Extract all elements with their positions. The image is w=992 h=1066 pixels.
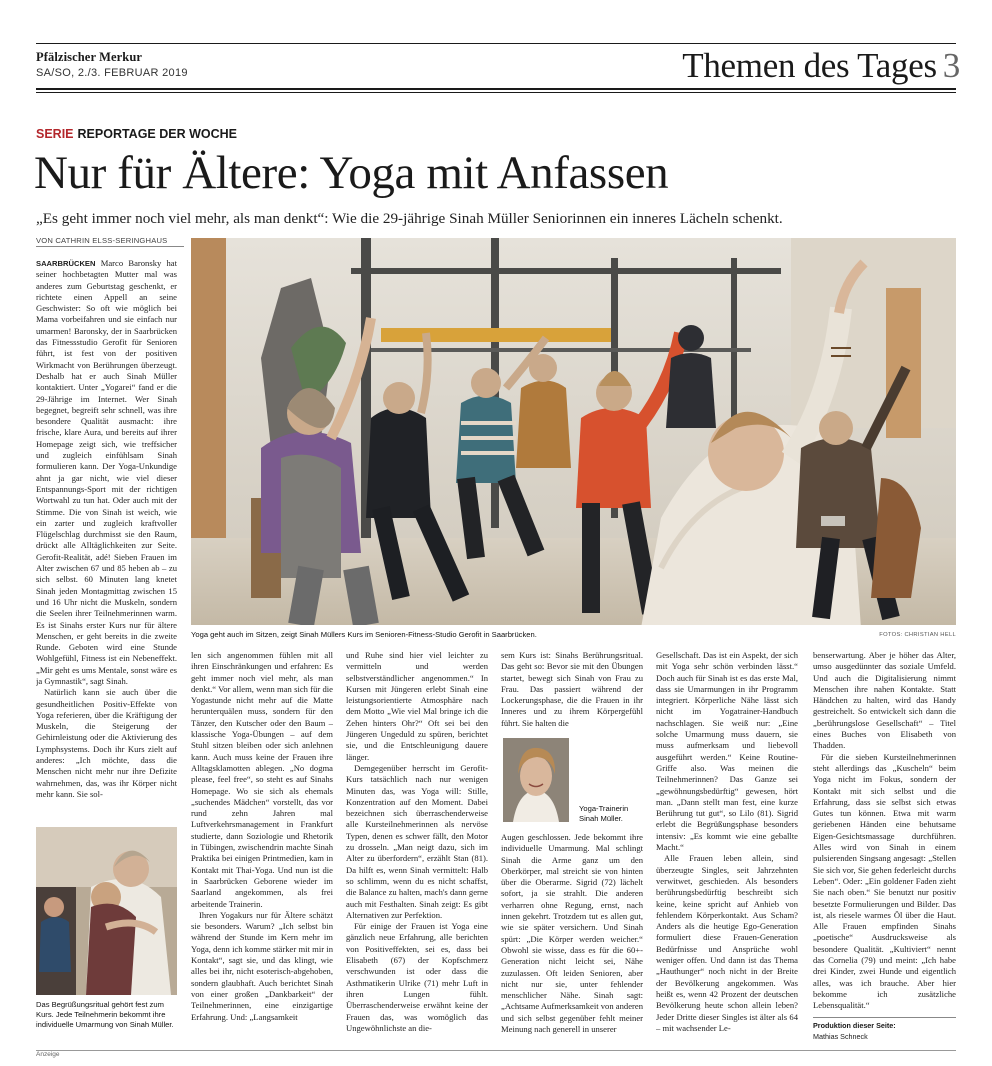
article-column-5 bbox=[656, 650, 798, 1038]
byline-rule bbox=[36, 246, 184, 247]
page-number: 3 bbox=[942, 46, 960, 85]
article-column-4-bottom bbox=[501, 832, 643, 1038]
main-photo-caption: Yoga geht auch im Sitzen, zeigt Sinah Müllers Kurs im Senioren-Fitness-Studio Gerofit in Saarbrücken. bbox=[191, 630, 537, 639]
headline: Nur für Ältere: Yoga mit Anfassen bbox=[34, 147, 669, 199]
article-paragraph: len sich angenommen fühlen mit all ihren Einschränkungen und erfahren: Es geht immer noch viel mehr, als man denkt.“ Vor allem, wenn man sich für die Yogastunde nicht mehr auf die Matte herunterquälen muss, sondern für den Tänzer, den Kutscher oder den Baum – klassische Yoga-Übungen – auf dem Stuhl sitzen bleiben oder sich anlehnen kann. Auch muss keine der Frauen ihre Alltagsklamotten ablegen. „No dogma please, feel free“, so steht es auf Sinahs Homepage. Wo sie sich als ehemals „suchendes Mädchen“ vorstellt, das vor rund zehn Jahren mal Luftverkehrsmanagement in Frankfurt studierte, dann Soziologie und Rhetorik in Tübingen, zwischendrin machte Sinah Praktika bei einigen Printmedien, kam in Kontakt mit Thai-Yoga. Und nun ist die in Saarbrücken Geborene wieder im Saarland angekommen, als frei arbeitende Trainerin. bbox=[191, 650, 333, 909]
top-rule bbox=[36, 43, 956, 44]
article-paragraph: benserwartung. Aber je höher das Alter, umso ausgedünnter das soziale Umfeld. Und auch die Digitalisierung nimmt Menschen ihre nahen Kontakte. Statt Händchen zu halten, wird das Handy gestreichelt. So entwickelt sich dann die „berührungslose Gesellschaft“ – Titel eines Buches von Elisabeth von Thadden. bbox=[813, 650, 956, 751]
subheadline: „Es geht immer noch viel mehr, als man denkt“: Wie die 29-jährige Sinah Müller Seniorinnen ein inneres Lächeln schenkt. bbox=[36, 210, 783, 227]
masthead-rule bbox=[36, 88, 956, 90]
portrait-photo bbox=[503, 738, 569, 822]
issue-date: SA/SO, 2./3. FEBRUAR 2019 bbox=[36, 67, 188, 79]
section-name: Themen des Tages bbox=[682, 46, 937, 85]
article-paragraph: Augen geschlossen. Jede bekommt ihre individuelle Umarmung. Mal schlingt Sinah die Arme ganz um den Oberkörper, mal streicht sie von hinten über die Oberarme. Sigrid (72) lächelt sofort, ja sie strahlt. Die anderen verharren ohne Regung, ernst, nach innen gekehrt. Trotzdem tut es allen gut, wie sie später versichern. Und Sinah spürt: „Die Körper werden weicher.“ Obwohl sie wisse, dass es für die 60+-Generation nicht leicht sei, Nähe zuzulassen. Oft leiden Senioren, aber nicht nur sie, unter fehlender menschlicher Nähe. Sinah sagt: „Achtsame Aufmerksamkeit von anderen und sich selbst gegenüber fehlt meiner Meinung nach generell in unserer bbox=[501, 832, 643, 1035]
hug-photo-caption: Das Begrüßungsritual gehört fest zum Kurs. Jede Teilnehmerin bekommt ihre individuelle Umarmung von Sinah Müller. bbox=[36, 1000, 174, 1029]
article-column-2 bbox=[191, 650, 333, 1038]
newspaper-name: Pfälzischer Merkur bbox=[36, 50, 143, 64]
production-rule bbox=[813, 1017, 956, 1018]
article-column-3 bbox=[346, 650, 488, 1038]
article-paragraph: Ihren Yogakurs nur für Ältere schätzt sie besonders. Warum? „Ich selbst bin während der Stunde im Kern mehr im Yoga, denn ich komme stärker mit mir in Kontakt“, sagt sie, und das klingt, wie alles bei ihr, nicht esoterisch-abgehoben, sondern glaubhaft. Auch berichtet Sinah von einer großen „Dankbarkeit“ der Teilnehmerinnen, eine einzigartige Erfahrung. Und: „Langsamkeit bbox=[191, 909, 333, 1022]
dateline: SAARBRÜCKEN bbox=[36, 259, 96, 268]
kicker bbox=[36, 127, 237, 141]
main-photo bbox=[191, 238, 956, 625]
production-name: Mathias Schneck bbox=[813, 1032, 868, 1041]
article-paragraph: Für einige der Frauen ist Yoga eine gänzlich neue Erfahrung, alle berichten von Positiveffekten, sei es, dass bei Elisabeth (67) der Kopfschmerz verschwunden ist oder dass die Asthmatikerin Ulrike (71) mehr Luft in ihren Lungen fühlt. Überraschenderweise erwähnt keine der Frauen das, was womöglich das Ungewöhnlichste an die- bbox=[346, 921, 488, 1033]
article-paragraph: Alle Frauen leben allein, sind überzeugte Singles, seit Jahrzehnten verwitwet, geschieden. Als besonders berührungsbedürftig beschreibt sich keine, keine spricht auf Anhieb von fehlendem Körperkontakt. Aus Scham? Anders als die heutige Ego-Generation formuliert diese Frauen-Generation Bedürfnisse und Ansprüche wohl weniger offen. Und dann ist das Thema „Hauthunger“ noch nicht in der Breite der Bevölkerung angekommen. Was heißt es, wenn 42 Prozent der deutschen Bevölkerung heute schon allein leben? Jeder Dritte dieser Singles ist älter als 64 – mit wachsender Le- bbox=[656, 853, 798, 1033]
ad-label: Anzeige bbox=[36, 1051, 60, 1058]
article-column-4-top bbox=[501, 650, 643, 728]
kicker-serie: SERIE bbox=[36, 127, 74, 141]
trainer-portrait-illustration bbox=[503, 738, 569, 822]
article-column-1 bbox=[36, 258, 177, 808]
byline: VON CATHRIN ELSS-SERINGHAUS bbox=[36, 236, 168, 245]
kicker-label: REPORTAGE DER WOCHE bbox=[77, 127, 238, 141]
portrait-caption: Yoga-Trainerin Sinah Müller. bbox=[579, 804, 629, 823]
yoga-class-illustration bbox=[191, 238, 956, 625]
hug-photo bbox=[36, 827, 177, 995]
article-column-6 bbox=[813, 650, 956, 1015]
article-paragraph: Für die sieben Kursteilnehmerinnen steht allerdings das „Kuscheln“ beim Yoga nicht im Fokus, sondern der Kontakt mit sich selbst und die Erfahrung, dass sie selbst sich etwas Gutes tun können. Etwa mit warm geriebenen Händen eine behutsame Eigen-Gesichtsmassage durchführen. Alles wird von Sinah in einem pulsierenden Singsang angesagt: „Stellen Sie sich vor, Sie gehen federleicht durchs Leben“. Oder: „Ein goldener Faden zieht Sie nach oben.“ Sie benutzt nur positiv besetzte Formulierungen und Bilder. Das ist, als riesele warmes Öl über die Haut. Alle Frauen empfinden Sinahs „poetische“ Ausdrucksweise als besondere Qualität. „Kultiviert“ nennt das Cornelia (79) und meint: „Ich habe drei Kinder, zwei Hunde und eigentlich alles, was ich brauche. Aber hier bekomme ich zusätzliche Lebensqualität.“ bbox=[813, 751, 956, 1011]
article-paragraph: Natürlich kann sie auch über die gesundheitlichen Positiv-Effekte von Yoga referieren, über die Kräftigung der Muskeln, die Steigerung der Gehirnleistung oder die Aktivierung des Lymphsystems. Doch ihr Kurs zielt auf anderes: „Ich möchte, dass die Menschen nicht mehr nur ihre Defizite wahrnehmen, das, was ihr Körper nicht mehr kann. Sie sol- bbox=[36, 687, 177, 799]
article-paragraph: Gesellschaft. Das ist ein Aspekt, der sich mit Yoga sehr schön verbinden lässt.“ Doch auch für Sinah ist es das erste Mal, dass sie Umarmungen in ihr Programm integriert. Körperliche Nähe lässt sich nicht im Yogatrainer-Handbuch nachschlagen. Sie weiß nur: „Eine solche Umarmung muss dauern, sie muss aufmerksam und liebevoll ausgeführt werden.“ Keine Routine-Griffe also. Was meinen die Teilnehmerinnen? Das Ganze sei „gewöhnungsbedürftig“ gewesen, hört man. „Dann stellt man fest, eine kurze Berührung tut gut“, so Lilo (81). Sigrid erlebt die Begrüßungsphase besonders intensiv: „Es kommt wie eine geballte Macht.“ bbox=[656, 650, 798, 853]
production-label: Produktion dieser Seite: bbox=[813, 1021, 896, 1030]
section-title bbox=[682, 46, 960, 86]
article-lead-paragraph bbox=[36, 258, 177, 687]
masthead-rule-thin bbox=[36, 92, 956, 93]
lead-text: Marco Baronsky hat seiner hochbetagten Mutter mal was anderes zum Geburtstag geschenkt, er richtete einen Appell an seine Geschwister: So oft wie möglich bei Mama vorbeifahren und sie einfach nur umarmen! Baronsky, der in Saarbrücken das Fitnessstudio Gerofit für Senioren führt, ist fest von der positiven Wirkmacht von Berührungen überzeugt. Deshalb hat er auch Sinah Müller kontaktiert. Unter „Yogarei“ fand er die 29-Jährige im Internet. Wer Sinah begegnet, begreift sehr schnell, was ihre besondere Qualität ausmacht: ihre frische, klare Aura, und bereits auf ihrer Homepage zeigt sich, wie treffsicher und zugleich einfühlsam Sinah formulieren kann. Der Yoga-Unkundige ahnt ja gar nicht, wie viel dieser Entspannungs-Sport mit der richtigen Wortwahl zu tun hat. Oder auch mit der Stimme. Die von Sinah ist weich, wie ein zarter und zugleich kraftvoller Flügelschlag durchmisst sie den Raum, drückt alle Alltäglichkeiten zur Seite. Gerofit-Realität, adé! Sieben Frauen im Alter zwischen 67 und 85 heben ab – zu sich selbst. 60 Minuten lang knetet Sinah jeden Montagmittag zwischen 15 und 16 Uhr nicht die Muskeln, sondern die Seelen ihrer Teilnehmerinnen warm. Es ist Sinahs erster Kurs nur für ältere Menschen, er geht bereits in die zweite Runde. Geboten wird eine Stunde Wohlgefühl, Fitness ist ein Nebeneffekt. „Mir geht es ums Mentale, sonst wäre es ja Gymnastik“, sagt Sinah. bbox=[36, 258, 177, 686]
article-paragraph: Demgegenüber herrscht im Gerofit-Kurs tatsächlich nach nur wenigen Minuten das, was Yoga will: Stille, Konzentration auf den Moment. Dabei bezeichnen sich überraschenderweise alle Kursteilnehmerinnen als nervöse Typen, denen es schwer fällt, den Motor zu drosseln. „Man neigt dazu, sich im Alter zu überfordern“, erzählt Stan (81). Da hilft es, wenn Sinah vermittelt: Halb so schlimm, wenn du es nicht schaffst, die Balance zu halten, mach's dann gerne auch mit Festhalten. Sinah zeigt: Es gibt Alternativen zur Perfektion. bbox=[346, 762, 488, 920]
article-paragraph: und Ruhe sind hier viel leichter zu vermitteln und werden selbstverständlicher angenommen.“ In Kursen mit Jüngeren erlebt Sinah eine leistungsorientierte Atmosphäre nach dem Motto „Wie viel Mal bringe ich die Zehen hinters Ohr?“ Oft sei bei den Jüngeren Ungeduld zu spüren, berichtet sie, und die Entschleunigung dauere länger. bbox=[346, 650, 488, 762]
article-paragraph: sem Kurs ist: Sinahs Berührungsritual. Das geht so: Bevor sie mit den Übungen startet, bewegt sich Sinah von Frau zu Frau. Das passiert während der Lockerungsphase, die die Frauen in ihr Inneres und zu ihrem Körpergefühl führt. Sie halten die bbox=[501, 650, 643, 728]
embrace-illustration bbox=[36, 827, 177, 995]
photo-credit: FOTOS: CHRISTIAN HELL bbox=[879, 632, 956, 638]
footer-rule bbox=[36, 1050, 956, 1051]
